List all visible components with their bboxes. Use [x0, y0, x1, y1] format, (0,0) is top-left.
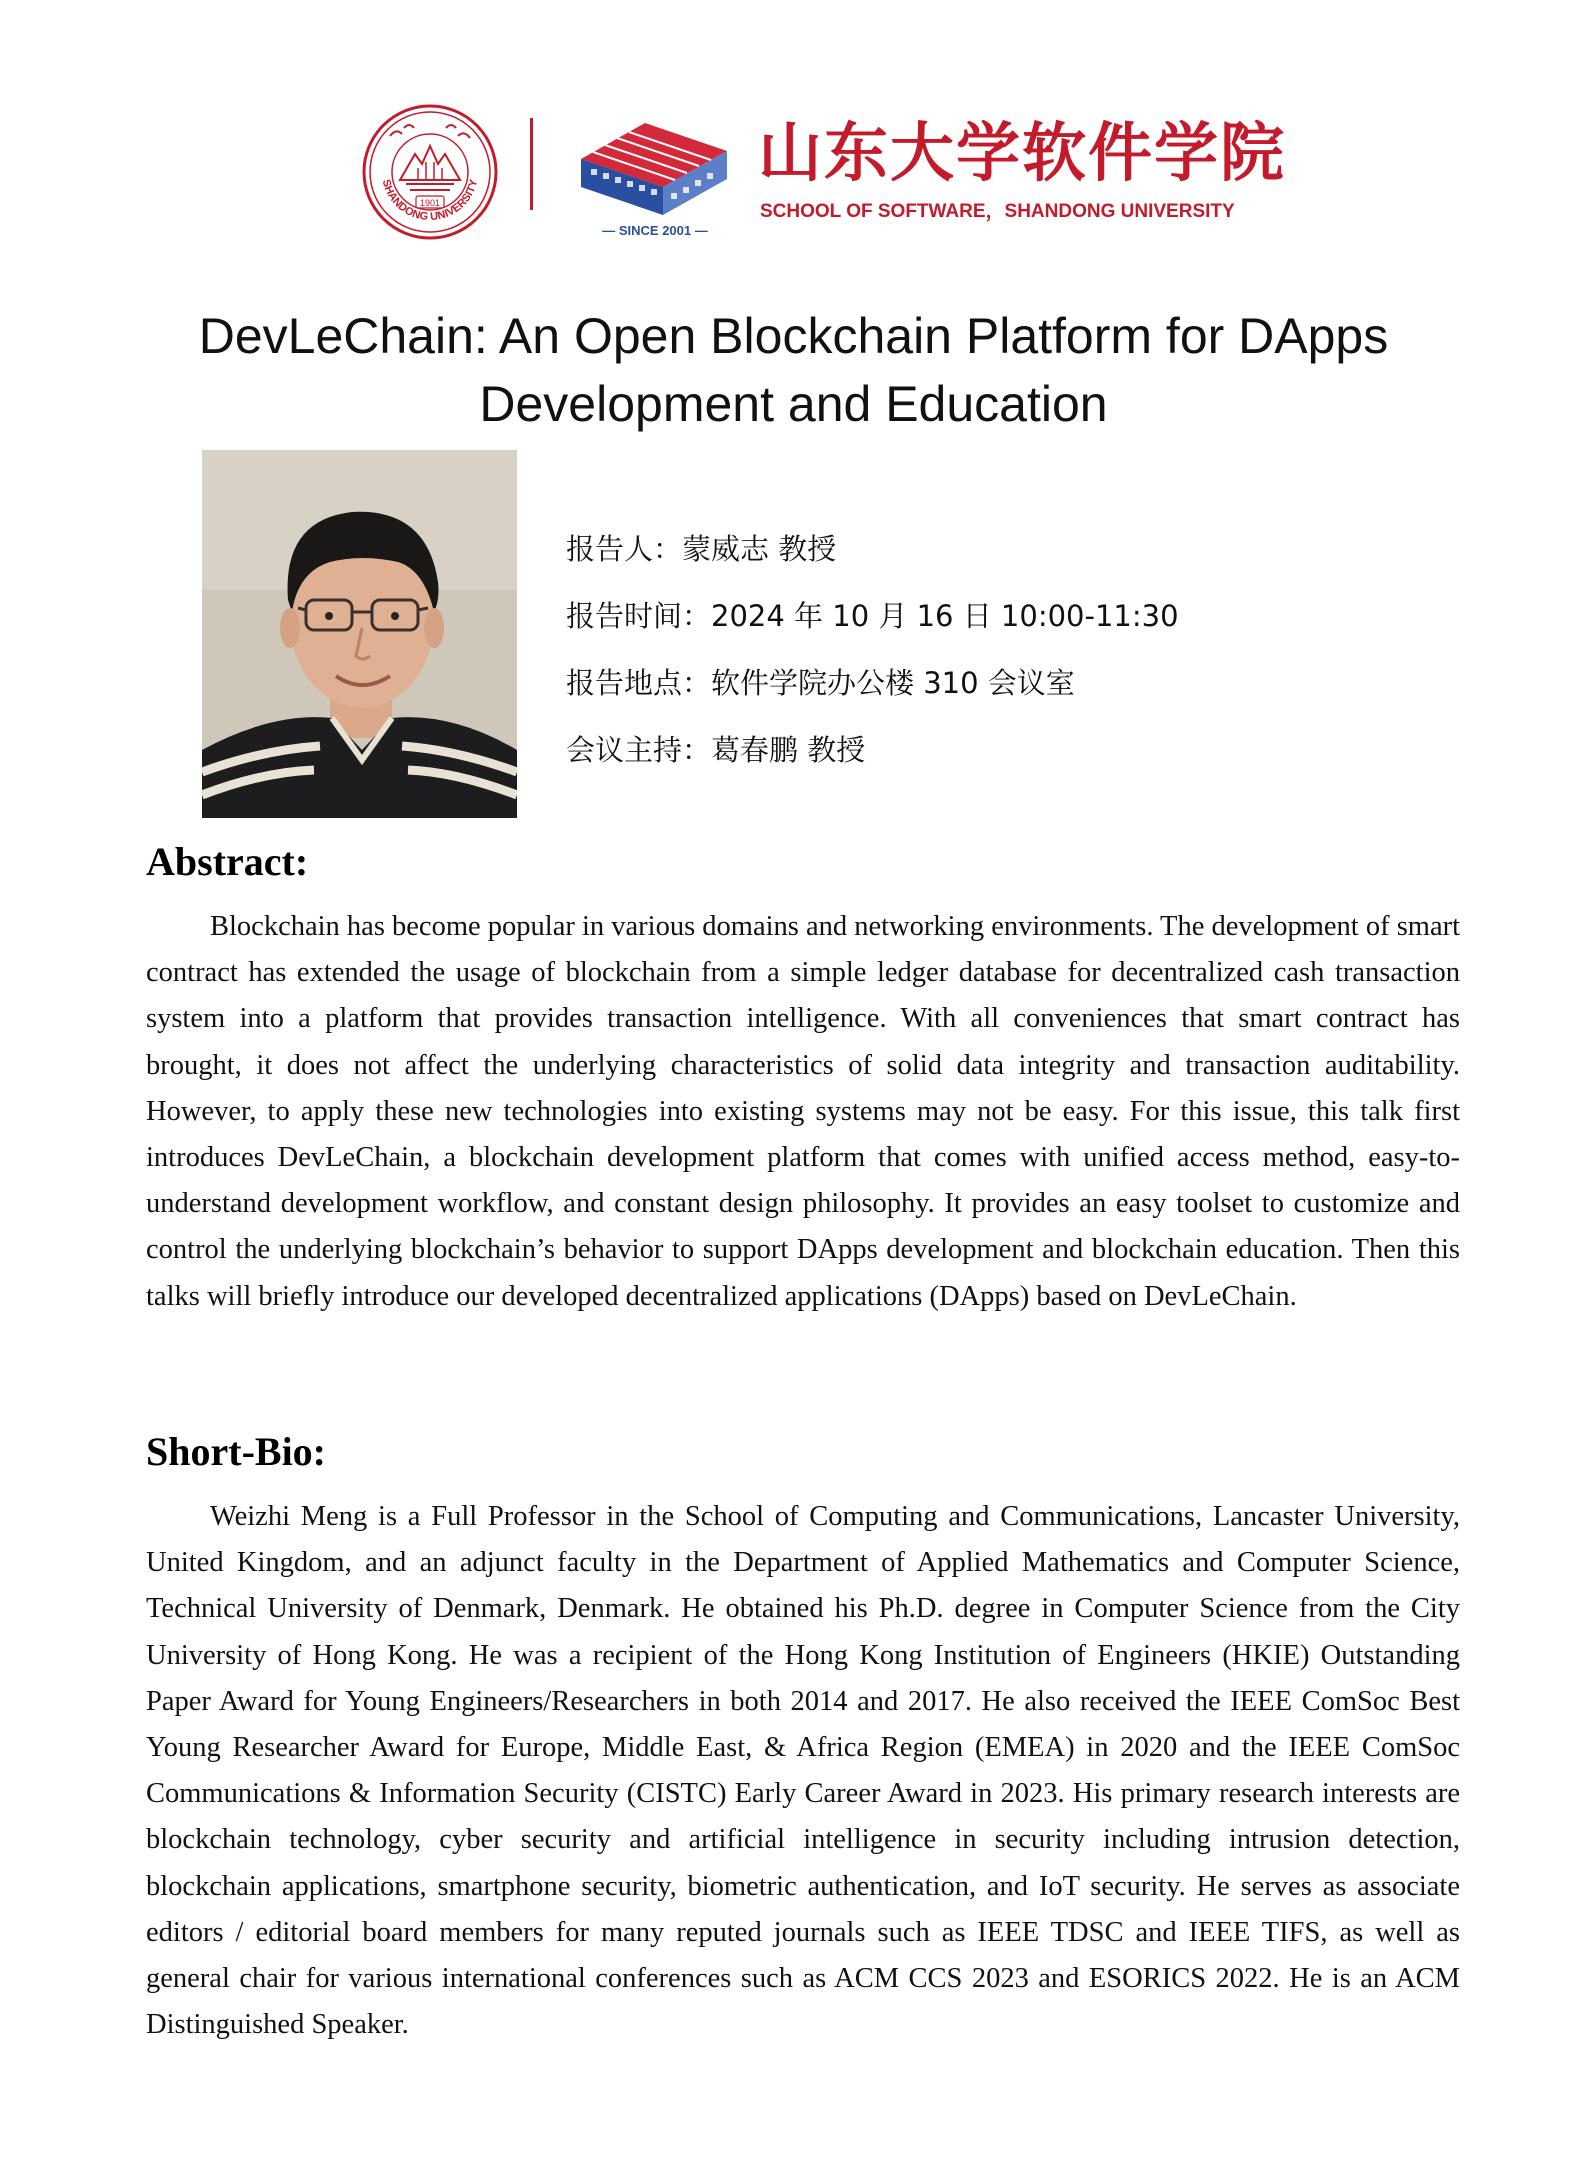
logo-since-text: — SINCE 2001 —: [602, 223, 708, 238]
time-row: 报告时间：2024 年 10 月 16 日 10:00-11:30: [566, 599, 1179, 633]
bio-heading: Short-Bio:: [146, 1429, 326, 1474]
talk-title-line-1: DevLeChain: An Open Blockchain Platform for DApps: [198, 308, 1389, 364]
talk-title: [100, 302, 1487, 438]
bio-text: Weizhi Meng is a Full Professor in the School of Computing and Communications, Lancaster University, United Kingdom, and an adjunct faculty in the Department of Applied Mathematics and Computer Science, Technical University of Denmark, Denmark. He obtained his Ph.D. degree in Computer Science from the City University of Hong Kong. He was a recipient of the Hong Kong Institution of Engineers (HKIE) Outstanding Paper Award for Young Engineers/Researchers in both 2014 and 2017. He also received the IEEE ComSoc Best Young Researcher Award for Europe, Middle East, & Africa Region (EMEA) in 2020 and the IEEE ComSoc Communications & Information Security (CISTC) Early Career Award in 2023. His primary research interests are blockchain technology, cyber security and artificial intelligence in security including intrusion detection, blockchain applications, smartphone security, biometric authentication, and IoT security. He serves as associate editors / editorial board members for many reputed journals such as IEEE TDSC and IEEE TIFS, as well as general chair for various international conferences such as ACM CCS 2023 and ESORICS 2022. He is an ACM Distinguished Speaker.: [146, 1501, 1460, 2041]
location-row: 报告地点：软件学院办公楼 310 会议室: [566, 666, 1075, 700]
abstract-text: Blockchain has become popular in various domains and networking environments. The development of smart contract has extended the usage of blockchain from a simple ledger database for decentralized cash transaction system into a platform that provides transaction intelligence. With all conveniences that smart contract has brought, it does not affect the underlying characteristics of solid data integrity and transaction auditability. However, to apply these new technologies into existing systems may not be easy. For this issue, this talk first introduces DevLeChain, a blockchain development platform that comes with unified access method, easy-to-understand development workflow, and constant design philosophy. It provides an easy toolset to customize and control the underlying blockchain’s behavior to support DApps development and blockchain education. Then this talks will briefly introduce our developed decentralized applications (DApps) based on DevLeChain.: [146, 911, 1461, 1312]
talk-info: [566, 516, 1179, 784]
logo-separator: [530, 118, 533, 210]
host-row: 会议主持：葛春鹏 教授: [566, 733, 866, 767]
university-seal-logo: [360, 102, 500, 242]
school-name-cn: 山东大学软件学院: [758, 116, 1286, 191]
speaker-row: 报告人：蒙威志 教授: [566, 532, 837, 566]
school-of-software-logo: [567, 95, 743, 240]
abstract-heading: Abstract:: [146, 839, 309, 884]
talk-title-line-2: Development and Education: [479, 376, 1108, 432]
school-name-en: SCHOOL OF SOFTWARE，SHANDONG UNIVERSITY: [760, 201, 1235, 222]
seal-text: SHANDONG UNIVERSITY: [379, 178, 481, 224]
speaker-photo: [202, 450, 517, 818]
seal-year: 1901: [419, 198, 441, 208]
